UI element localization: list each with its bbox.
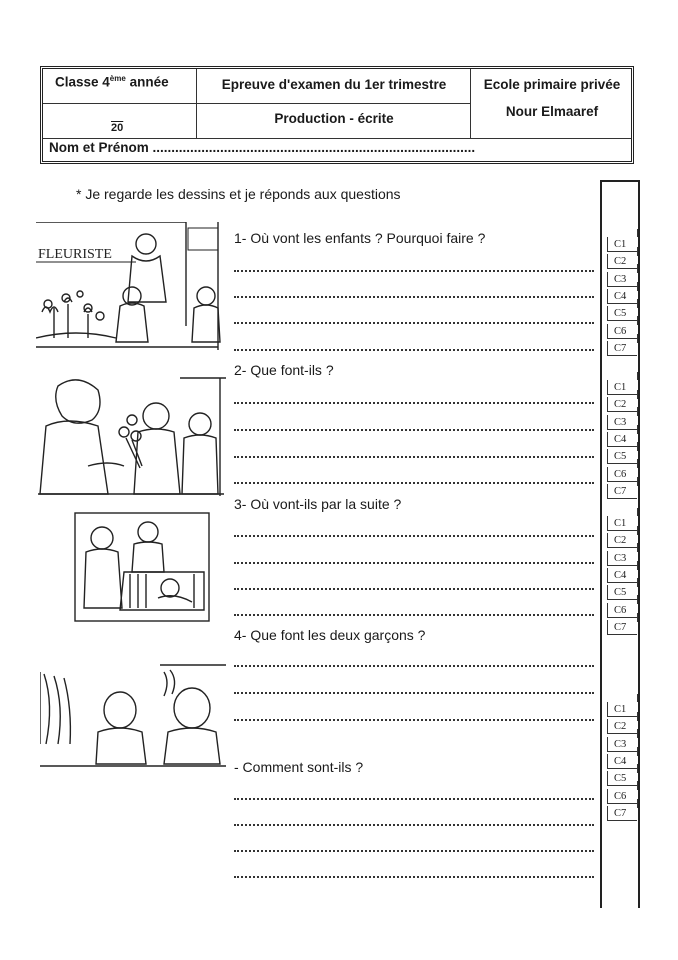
criterion-box-c4: C4 bbox=[607, 432, 637, 447]
answer-line[interactable] bbox=[234, 850, 594, 852]
criterion-tick bbox=[637, 334, 638, 343]
answer-line[interactable] bbox=[234, 402, 594, 404]
criterion-tick bbox=[637, 561, 638, 570]
criterion-tick bbox=[637, 526, 638, 535]
criterion-box-c1: C1 bbox=[607, 516, 637, 531]
criterion-box-c1: C1 bbox=[607, 702, 637, 717]
criterion-box-c7: C7 bbox=[607, 806, 637, 821]
criterion-box-c7: C7 bbox=[607, 484, 637, 499]
criterion-tick bbox=[637, 407, 638, 416]
header-table bbox=[40, 66, 634, 164]
criterion-box-c7: C7 bbox=[607, 341, 637, 356]
criterion-box-c6: C6 bbox=[607, 789, 637, 804]
answer-line[interactable] bbox=[234, 535, 594, 537]
school-name-line1: Ecole primaire privée bbox=[483, 77, 621, 92]
instruction: * Je regarde les dessins et je réponds aux questions bbox=[76, 186, 401, 202]
criterion-tick bbox=[637, 477, 638, 486]
baby-crib-illustration bbox=[74, 512, 210, 622]
criterion-box-c5: C5 bbox=[607, 449, 637, 464]
answer-line[interactable] bbox=[234, 798, 594, 800]
criterion-tick bbox=[637, 442, 638, 451]
answer-line[interactable] bbox=[234, 429, 594, 431]
criterion-box-c2: C2 bbox=[607, 397, 637, 412]
criterion-box-c4: C4 bbox=[607, 568, 637, 583]
criterion-box-c5: C5 bbox=[607, 306, 637, 321]
criterion-tick bbox=[637, 543, 638, 552]
answer-line[interactable] bbox=[234, 588, 594, 590]
criterion-tick bbox=[637, 425, 638, 434]
class-label: Classe 4ème année bbox=[55, 74, 169, 90]
criterion-box-c3: C3 bbox=[607, 737, 637, 752]
criterion-tick bbox=[637, 578, 638, 587]
subject-title: Production - écrite bbox=[274, 111, 394, 126]
score-denominator: 20 bbox=[111, 122, 124, 134]
criterion-tick bbox=[637, 799, 638, 808]
criterion-tick bbox=[637, 299, 638, 308]
name-field[interactable]: Nom et Prénom ...................................................................................... bbox=[49, 140, 476, 155]
criterion-box-c4: C4 bbox=[607, 754, 637, 769]
criterion-box-c4: C4 bbox=[607, 289, 637, 304]
school-name-line2: Nour Elmaaref bbox=[505, 104, 599, 119]
answer-line[interactable] bbox=[234, 665, 594, 667]
criterion-tick bbox=[637, 781, 638, 790]
question-4: 4- Que font les deux garçons ? bbox=[234, 627, 426, 643]
criterion-box-c2: C2 bbox=[607, 533, 637, 548]
criterion-box-c2: C2 bbox=[607, 719, 637, 734]
criterion-tick bbox=[637, 247, 638, 256]
criterion-tick bbox=[637, 316, 638, 325]
criterion-box-c6: C6 bbox=[607, 467, 637, 482]
answer-line[interactable] bbox=[234, 349, 594, 351]
criterion-box-c6: C6 bbox=[607, 603, 637, 618]
answer-line[interactable] bbox=[234, 296, 594, 298]
florist-sign: FLEURISTE bbox=[38, 247, 112, 262]
answer-line[interactable] bbox=[234, 824, 594, 826]
criterion-tick bbox=[637, 764, 638, 773]
question-5: - Comment sont-ils ? bbox=[234, 759, 364, 775]
criterion-tick bbox=[637, 264, 638, 273]
question-3: 3- Où vont-ils par la suite ? bbox=[234, 496, 402, 512]
criterion-tick bbox=[637, 747, 638, 756]
answer-line[interactable] bbox=[234, 456, 594, 458]
criterion-box-c1: C1 bbox=[607, 380, 637, 395]
answer-line[interactable] bbox=[234, 482, 594, 484]
exam-title: Epreuve d'examen du 1er trimestre bbox=[221, 77, 447, 92]
criterion-box-c3: C3 bbox=[607, 551, 637, 566]
mother-flowers-illustration bbox=[38, 376, 226, 496]
answer-line[interactable] bbox=[234, 322, 594, 324]
criterion-box-c2: C2 bbox=[607, 254, 637, 269]
criterion-box-c3: C3 bbox=[607, 415, 637, 430]
criterion-box-c6: C6 bbox=[607, 324, 637, 339]
criterion-box-c3: C3 bbox=[607, 272, 637, 287]
criterion-box-c5: C5 bbox=[607, 771, 637, 786]
criterion-tick bbox=[637, 459, 638, 468]
criterion-box-c5: C5 bbox=[607, 585, 637, 600]
criterion-tick bbox=[637, 390, 638, 399]
criterion-box-c7: C7 bbox=[607, 620, 637, 635]
answer-line[interactable] bbox=[234, 562, 594, 564]
answer-line[interactable] bbox=[234, 719, 594, 721]
question-2: 2- Que font-ils ? bbox=[234, 362, 334, 378]
criterion-tick bbox=[637, 729, 638, 738]
question-1: 1- Où vont les enfants ? Pourquoi faire ? bbox=[234, 230, 486, 246]
florist-shop-illustration bbox=[36, 222, 226, 350]
answer-line[interactable] bbox=[234, 270, 594, 272]
two-boys-illustration bbox=[40, 664, 226, 768]
criterion-tick bbox=[637, 282, 638, 291]
answer-line[interactable] bbox=[234, 614, 594, 616]
criterion-tick bbox=[637, 613, 638, 622]
criterion-tick bbox=[637, 712, 638, 721]
criterion-tick bbox=[637, 595, 638, 604]
criterion-box-c1: C1 bbox=[607, 237, 637, 252]
answer-line[interactable] bbox=[234, 876, 594, 878]
answer-line[interactable] bbox=[234, 692, 594, 694]
